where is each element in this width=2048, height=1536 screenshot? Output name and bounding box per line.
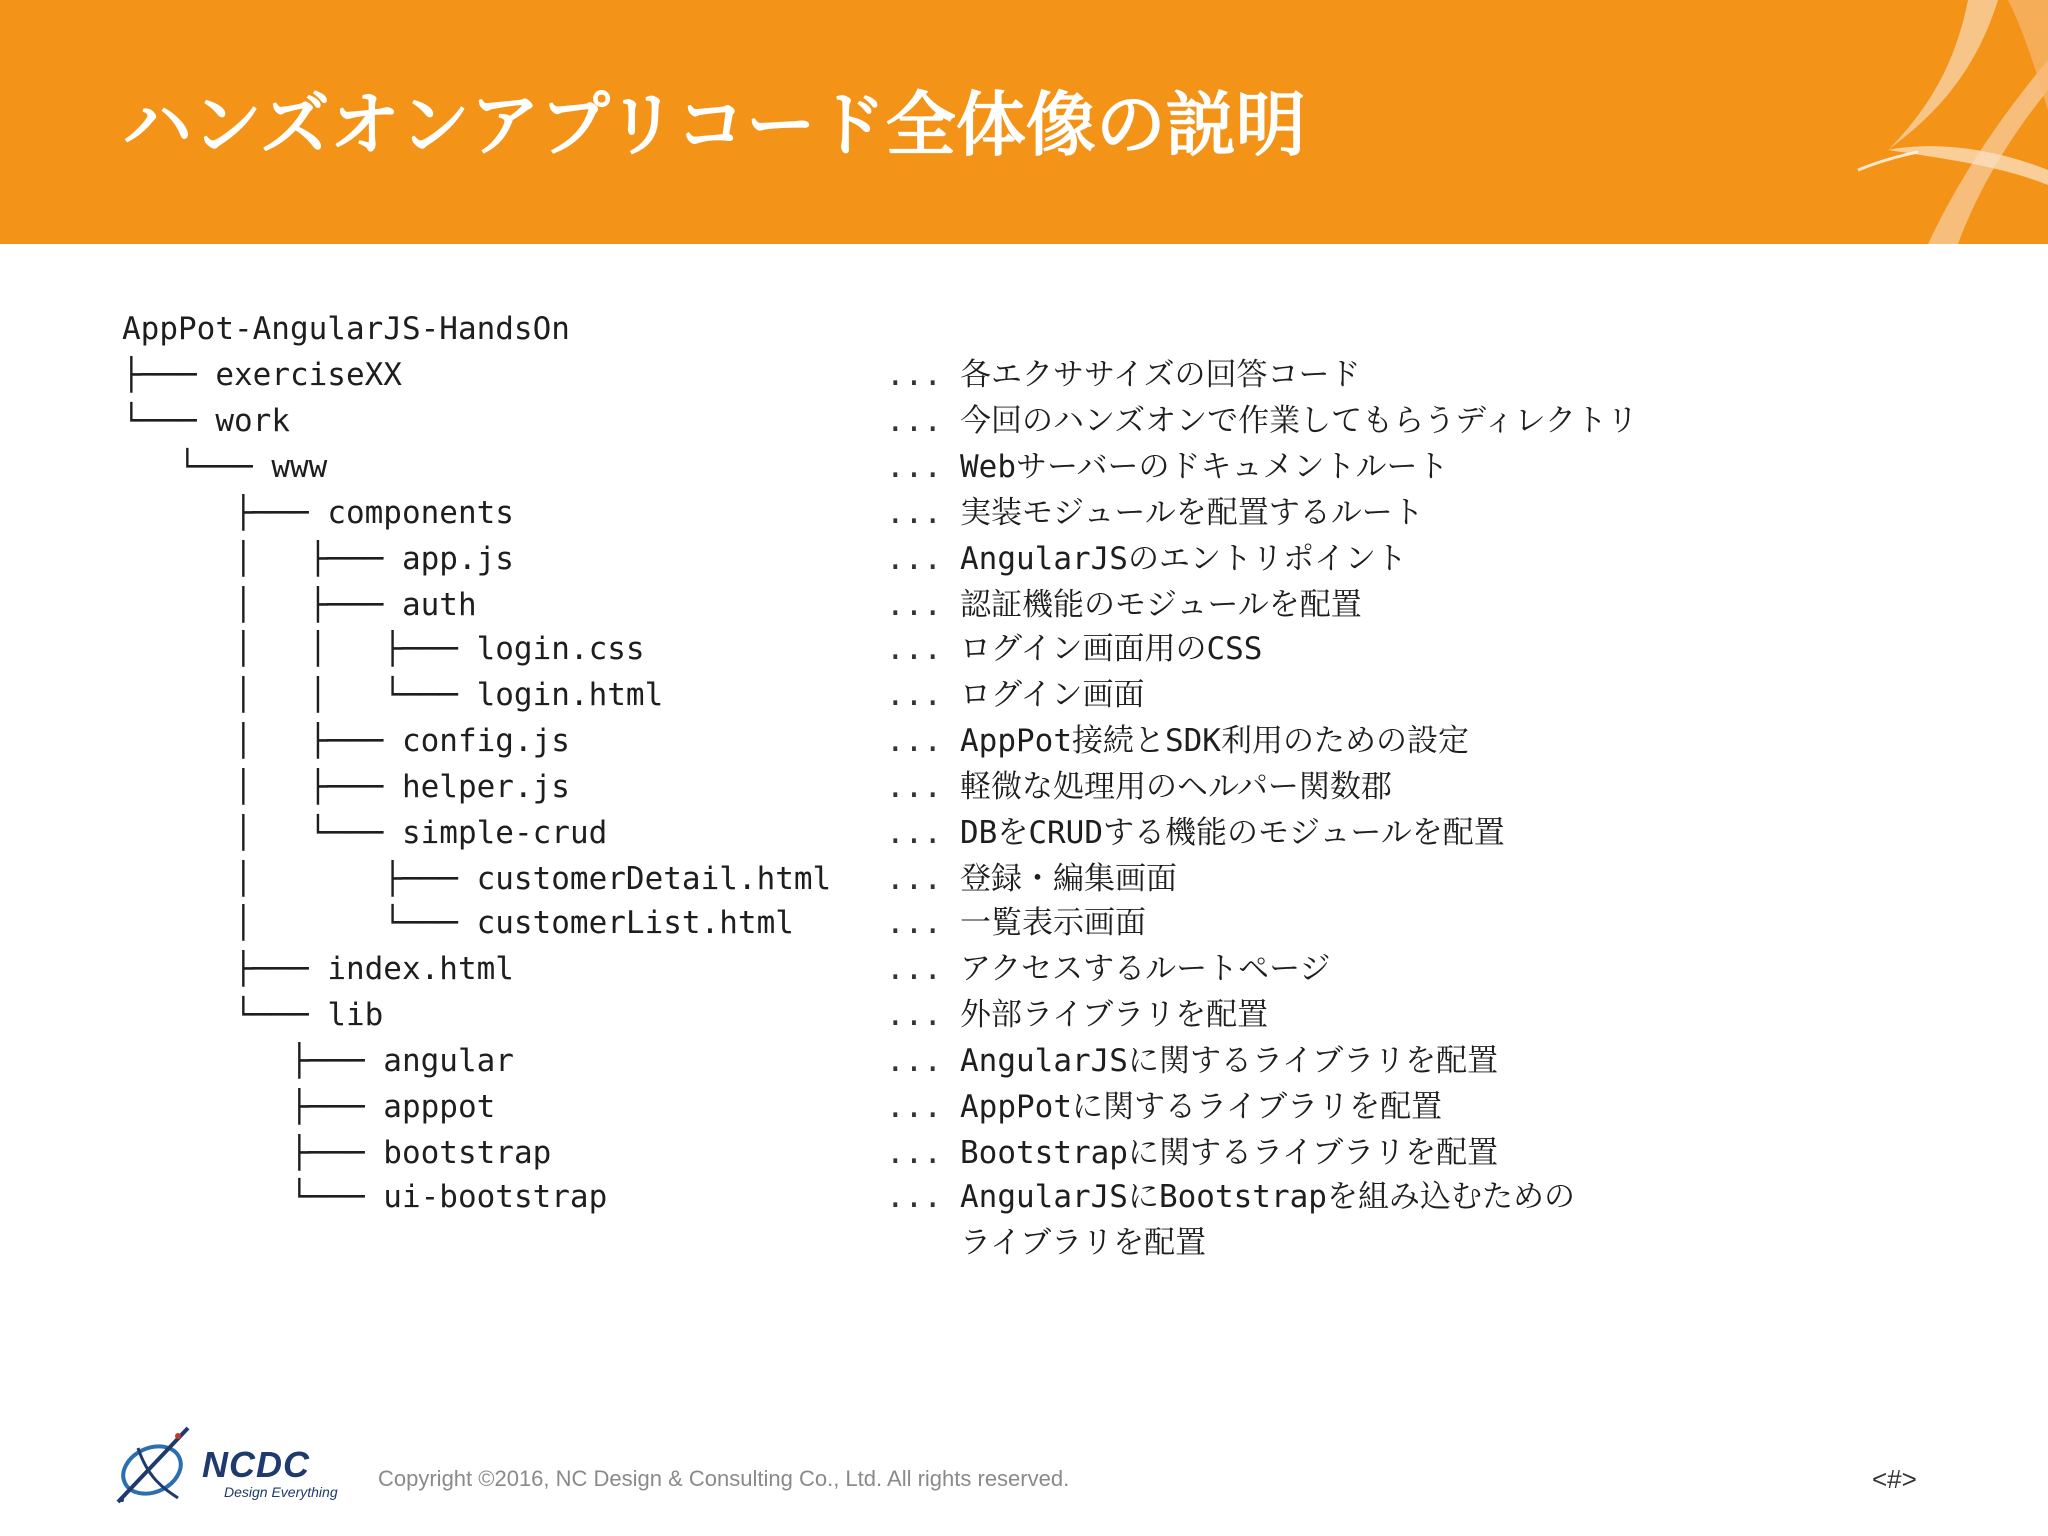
tree-branch-connector: └─── [122,1179,384,1215]
leader-dots: ... [886,449,942,485]
tree-item-name: bootstrap [383,1135,552,1171]
tree-item-name: customerList.html [476,905,794,941]
tree-branch-connector: │ ├─── [122,769,402,805]
tree-item-name: components [327,495,514,531]
tree-branch-connector: └─── [122,997,328,1033]
tree-item-name: helper.js [401,769,570,805]
leader-dots: ... [886,495,942,531]
description-row [886,352,1361,398]
leader-dots: ... [886,769,942,805]
description-row [886,900,1146,946]
description-row [886,444,1448,490]
tree-item-name: lib [327,997,384,1033]
description-row [886,764,1392,810]
tree-row [122,672,663,718]
tree-branch-connector: │ └─── [122,815,402,851]
tree-item-name: exerciseXX [215,357,402,393]
description-row [886,536,1407,582]
tree-row [122,718,570,764]
leader-dots: ... [886,1135,942,1171]
tree-branch-connector: └─── [122,449,272,485]
description-row [886,1174,1575,1220]
description-row [886,946,1330,992]
description-row-continuation [886,1220,1206,1266]
tree-item-name: ui-bootstrap [383,1179,608,1215]
tree-item-name: angular [383,1043,514,1079]
description-text: AngularJSのエントリポイント [960,541,1407,577]
leader-dots: ... [886,997,942,1033]
description-row [886,992,1268,1038]
tree-row [122,1174,607,1220]
tree-row [122,992,383,1038]
tree-item-name: app.js [401,541,514,577]
leader-dots: ... [886,1179,942,1215]
description-row [886,672,1144,718]
tree-branch-connector: ├─── [122,1089,384,1125]
description-text: DBをCRUDする機能のモジュールを配置 [960,815,1505,851]
slide-title: ハンズオンアプリコード全体像の説明 [122,84,1306,166]
description-row [886,398,1638,444]
tree-branch-connector: ├─── [122,951,328,987]
tree-branch-connector: │ ├─── [122,861,477,897]
tree-root: AppPot-AngularJS-HandsOn [122,311,570,347]
tree-branch-connector: ├─── [122,1043,384,1079]
description-text: 実装モジュールを配置するルート [960,495,1424,531]
tree-item-name: login.html [476,677,664,713]
tree-branch-connector: └─── [122,403,216,439]
tree-row [122,1130,551,1176]
description-text: AppPot接続とSDK利用のための設定 [960,723,1469,759]
tree-row [122,900,794,946]
tree-item-name: customerDetail.html [476,861,832,897]
description-text: ログイン画面用のCSS [960,631,1263,667]
description-row [886,718,1469,764]
ncdc-logo-icon [108,1418,204,1514]
leader-dots: ... [886,723,942,759]
leader-dots: ... [886,541,942,577]
description-row [886,626,1262,672]
description-text: ライブラリを配置 [960,1225,1207,1261]
tree-item-name: config.js [401,723,570,759]
leader-dots: ... [886,677,942,713]
description-row [886,490,1424,536]
tree-branch-connector: │ │ ├─── [122,631,477,667]
description-text: 外部ライブラリを配置 [960,997,1269,1033]
description-text: アクセスするルートページ [960,951,1331,987]
description-row [886,1130,1498,1176]
tree-row [122,1038,514,1084]
tree-row [122,536,514,582]
logo-tagline: Design Everything [224,1484,338,1500]
description-row [886,1084,1442,1130]
leader-dots: ... [886,631,942,667]
description-text: 一覧表示画面 [960,905,1146,941]
leader-dots: ... [886,815,942,851]
description-text: Webサーバーのドキュメントルート [960,449,1449,485]
tree-row [122,764,570,810]
logo-wordmark: NCDC [202,1444,310,1485]
tree-branch-connector: │ │ └─── [122,677,477,713]
description-text: AngularJSに関するライブラリを配置 [960,1043,1499,1079]
tree-row [122,626,645,672]
tree-item-name: apppot [383,1089,496,1125]
description-row [886,1038,1498,1084]
tree-row [122,1084,495,1130]
leader-dots: ... [886,951,942,987]
tree-branch-connector: │ ├─── [122,723,402,759]
decorative-swirl-graphic [1768,0,2048,244]
tree-branch-connector: ├─── [122,357,216,393]
description-text: Bootstrapに関するライブラリを配置 [960,1135,1499,1171]
description-text: AngularJSにBootstrapを組み込むための [960,1179,1575,1215]
tree-item-name: index.html [327,951,514,987]
description-text: AppPotに関するライブラリを配置 [960,1089,1443,1125]
page-number: <#> [1872,1464,1917,1494]
tree-branch-connector: │ ├─── [122,587,402,623]
tree-row [122,352,402,398]
description-row [886,582,1362,628]
leader-dots: ... [886,1089,942,1125]
tree-row [122,582,477,628]
copyright-notice: Copyright ©2016, NC Design & Consulting Co., Ltd. All rights reserved. [378,1466,1070,1491]
leader-dots: ... [886,1043,942,1079]
tree-row [122,490,514,536]
leader-dots: ... [886,403,942,439]
tree-item-name: www [271,449,328,485]
tree-row [122,398,290,444]
tree-item-name: simple-crud [401,815,608,851]
tree-branch-connector: ├─── [122,1135,384,1171]
leader-dots: ... [886,357,942,393]
title-banner [0,0,2048,244]
tree-item-name: auth [401,587,477,623]
tree-item-name: login.css [476,631,645,667]
leader-dots: ... [886,905,942,941]
tree-branch-connector: │ ├─── [122,541,402,577]
tree-row [122,856,831,902]
tree-row [122,444,327,490]
description-text: 軽微な処理用のヘルパー関数郡 [960,769,1392,805]
tree-branch-connector: │ └─── [122,905,477,941]
description-text: ログイン画面 [960,677,1145,713]
description-row [886,856,1177,902]
description-row [886,810,1505,856]
leader-dots: ... [886,861,942,897]
leader-dots: ... [886,587,942,623]
tree-item-name: work [215,403,290,439]
tree-row [122,946,514,992]
tree-row [122,810,607,856]
description-text: 登録・編集画面 [960,861,1177,897]
description-text: 各エクササイズの回答コード [960,357,1361,393]
tree-branch-connector: ├─── [122,495,328,531]
description-text: 認証機能のモジュールを配置 [960,587,1362,623]
description-text: 今回のハンズオンで作業してもらうディレクトリ [960,403,1638,439]
